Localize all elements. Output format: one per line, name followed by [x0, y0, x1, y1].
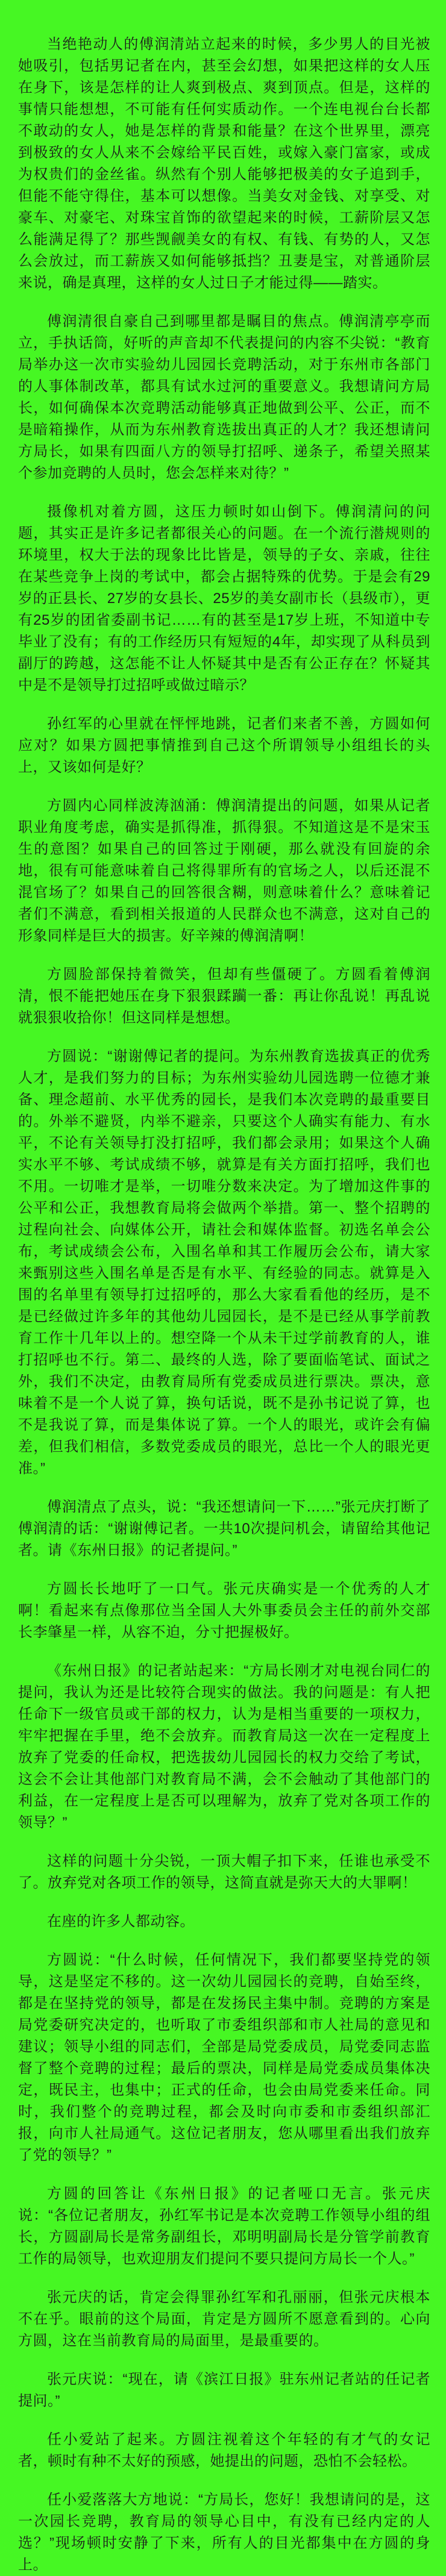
paragraph: 方圆脸部保持着微笑，但却有些僵硬了。方圆看着傅润清，恨不能把她压在身下狠狠蹂躏一番：再让你乱说！再乱说就狠狠收拾你！但这同样是想想。 [18, 966, 430, 1026]
paragraph: 张元庆的话，肯定会得罪孙红军和孔丽丽，但张元庆根本不在乎。眼前的这个局面，肯定是方圆所不愿意看到的。心向方圆，这在当前教育局的局面里，是最重要的。 [18, 2289, 430, 2349]
novel-text [18, 34, 430, 2576]
paragraph: 任小爱落落大方地说：“方局长，您好！我想请问的是，这一次园长竞聘，教育局的领导心目中，有没有已经内定的人选？”现场顿时安静了下来，所有人的目光都集中在方圆的身上。 [18, 2492, 430, 2573]
paragraph: 方圆说：“谢谢傅记者的提问。为东州教育选拔真正的优秀人才，是我们努力的目标；为东州实验幼儿园选聘一位德才兼备、理念超前、水平优秀的园长，是我们本次竞聘的最重要目的。外举不避贤，内举不避亲，只要这个人确实有能力、有水平，不论有关领导打没打招呼，我们都会录用；如果这个人确实水平不够、考试成绩不够，就算是有关方面打招呼，我们也不用。一切唯才是举，一切唯分数来决定。为了增加这件事的公平和公正，我想教育局将会做两个举措。第一、整个招聘的过程向社会、向媒体公开，请社会和媒体监督。初选名单会公布，考试成绩会公布，入围名单和其工作履历会公布，请大家来甄别这些入围名单是否是有水平、有经验的同志。就算是入围的名单里有领导打过招呼的，那么大家看看他的经历，是不是已经做过许多年的其他幼儿园园长，是不是已经从事学前教育工作十几年以上的。想空降一个从未干过学前教育的人，谁打招呼也不行。第二、最终的人选，除了要面临笔试、面试之外，我们不决定，由教育局所有党委成员进行票决。票决，意味着不是一个人说了算，换句话说，既不是孙书记说了算，也不是我说了算，而是集体说了算。一个人的眼光，或许会有偏差，但我们相信，多数党委成员的眼光，总比一个人的眼光更准。” [18, 1048, 430, 1477]
paragraph: 傅润清很自豪自己到哪里都是瞩目的焦点。傅润清亭亭而立，手执话筒，好听的声音却不代表提问的内容不尖锐：“教育局举办这一次市实验幼儿园园长竞聘活动，对于东州市各部门的人事体制改革，都具有试水过河的重要意义。我想请问方局长，如何确保本次竞聘活动能够真正地做到公平、公正，而不是暗箱操作，从而为东州教育选拔出真正的人才？我还想请问方局长，如果有四面八方的领导打招呼、递条子，希望关照某个参加竞聘的人员时，您会怎样来对待？” [18, 313, 430, 481]
paragraph: 方圆长长地吁了一口气。张元庆确实是一个优秀的人才啊！看起来有点像那位当全国人大外事委员会主任的前外交部长李肇星一样，从容不迫，分寸把握极好。 [18, 1581, 430, 1640]
paragraph: 方圆说：“什么时候，任何情况下，我们都要坚持党的领导，这是坚定不移的。这一次幼儿园园长的竞聘，自始至终，都是在坚持党的领导，都是在发扬民主集中制。竞聘的方案是局党委研究决定的，也听取了市委组织部和市人社局的意见和建议；领导小组的同志们，全部是局党委成员，局党委同志监督了整个竞聘的过程；最后的票决，同样是局党委成员集体决定，既民主，也集中；正式的任命，也会由局党委来任命。同时，我们整个的竞聘过程，都会及时向市委和市委组织部汇报，向市人社局通气。这位记者朋友，您从哪里看出我们放弃了党的领导？” [18, 1952, 430, 2163]
paragraph: 孙红军的心里就在怦怦地跳，记者们来者不善，方圆如何应对？如果方圆把事情推到自己这个所谓领导小组组长的头上，又该如何是好？ [18, 716, 430, 775]
paragraph: 方圆内心同样波涛汹涌：傅润清提出的问题，如果从记者职业角度考虑，确实是抓得准，抓得狠。不知道这是不是宋玉生的意图？如果自己的回答过于刚硬，那么就没有回旋的余地，很有可能意味着自己将得罪所有的官场之人，以后还混不混官场了？如果自己的回答很含糊，则意味着什么？意味着记者们不满意，看到相关报道的人民群众也不满意，这对自己的形象同样是巨大的损害。好辛辣的傅润清啊！ [18, 798, 430, 944]
paragraph: 方圆的回答让《东州日报》的记者哑口无言。张元庆说：“各位记者朋友，孙红军书记是本次竞聘工作领导小组的组长，方圆副局长是常务副组长，邓明明副局长是分管学前教育工作的局领导，也欢迎朋友们提问不要只提问方局长一个人。” [18, 2186, 430, 2267]
paragraph: 当绝艳动人的傅润清站立起来的时候，多少男人的目光被她吸引，包括男记者在内，甚至会幻想，如果把这样的女人压在身下，该是怎样的让人爽到极点、爽到顶点。但是，这样的事情只能想想，不可能有任何实质动作。一个连电视台台长都不敢动的女人，她是怎样的背景和能量？在这个世界里，漂亮到极致的女人从来不会嫁给平民百姓，或嫁入豪门富家，或成为权贵们的金丝雀。纵然有个别人能够把极美的女子追到手，但能不能守得住，基本可以想像。当美女对金钱、对享受、对豪车、对豪宅、对珠宝首饰的欲望起来的时候，工薪阶层又怎么能满足得了？那些觊觎美女的有权、有钱、有势的人，又怎么会放过，而工薪族又如何能够抵挡？丑妻是宝，对普通阶层来说，确是真理，这样的女人过日子才能过得——踏实。 [18, 36, 430, 291]
paragraph: 在座的许多人都动容。 [47, 1913, 195, 1930]
paragraph: 任小爱站了起来。方圆注视着这个年轻的有才气的女记者，顿时有种不太好的预感，她提出的问题，恐怕不会轻松。 [18, 2431, 430, 2469]
paragraph: 张元庆说：“现在，请《滨江日报》驻东州记者站的任记者提问。” [18, 2371, 430, 2409]
paragraph: 摄像机对着方圆，这压力顿时如山倒下。傅润清问的问题，其实正是许多记者都很关心的问题。在一个流行潜规则的环境里，权大于法的现象比比皆是，领导的子女、亲戚，往往在某些竞争上岗的考试中，都会占据特殊的优势。于是会有29岁的正县长、27岁的女县长、25岁的美女副市长（县级市），更有25岁的团省委副书记……有的甚至是17岁上班，不知道中专毕业了没有；有的工作经历只有短短的4年，却实现了从科员到副厅的跨越，这怎能不让人怀疑其中是否有公正存在？怀疑其中是不是领导打过招呼或做过暗示？ [18, 504, 430, 693]
paragraph: 《东州日报》的记者站起来：“方局长刚才对电视台同仁的提问，我认为还是比较符合现实的做法。我的问题是：有人把任命下一级官员或干部的权力，认为是相当重要的一项权力，牢牢把握在手里，绝不会放弃。而教育局这一次在一定程度上放弃了党委的任命权，把选拔幼儿园园长的权力交给了考试，这会不会让其他部门对教育局不满，会不会触动了其他部门的利益，在一定程度上是否可以理解为，放弃了党对各项工作的领导？” [18, 1663, 430, 1831]
paragraph: 傅润清点了点头，说：“我还想请问一下……”张元庆打断了傅润清的话：“谢谢傅记者。一共10次提问机会，请留给其他记者。请《东州日报》的记者提问。” [18, 1499, 430, 1558]
paragraph: 这样的问题十分尖锐，一顶大帽子扣下来，任谁也承受不了。放弃党对各项工作的领导，这简直就是弥天大的大罪啊！ [18, 1853, 430, 1891]
